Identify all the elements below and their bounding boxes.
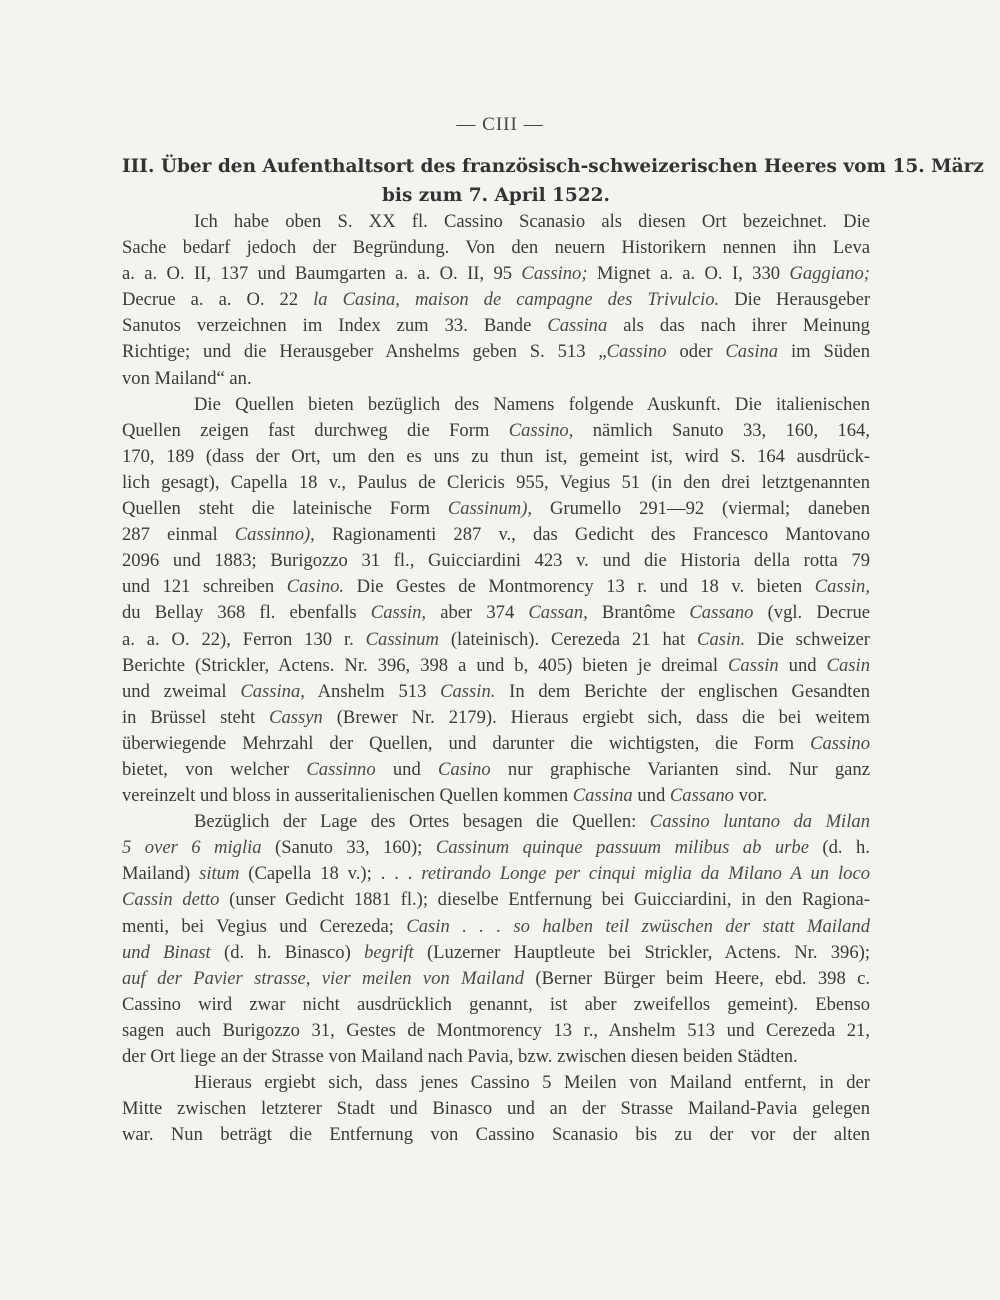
text-run: (vgl. Decrue [753, 602, 870, 624]
text-line [122, 992, 870, 1018]
italic-text: Cassino luntano da Milan [649, 811, 870, 833]
text-line [122, 366, 870, 392]
text-line [122, 627, 870, 653]
text-line [122, 757, 870, 783]
text-line [122, 705, 870, 731]
text-run: von Mailand“ an. [122, 367, 252, 389]
italic-text: auf der Pavier strasse, vier meilen von Mailand [122, 967, 525, 989]
text-line [122, 1018, 870, 1044]
text-line [122, 914, 870, 940]
italic-text: Gaggiano; [789, 263, 870, 285]
text-line [122, 339, 870, 365]
text-line [122, 574, 870, 600]
text-line [122, 1096, 870, 1122]
text-run: sagen auch Burigozzo 31, Gestes de Montmorency 13 r., Anshelm 513 und Cerezeda 21, [122, 1019, 870, 1041]
text-run: nur graphische Varianten sind. Nur ganz [490, 758, 870, 780]
text-line [122, 287, 870, 313]
text-run: 287 einmal [122, 524, 235, 546]
text-run: Die Quellen bieten bezüglich des Namens folgende Auskunft. Die italienischen [194, 393, 870, 415]
italic-text: Cassin, [814, 576, 870, 598]
italic-text: Casin [826, 654, 870, 676]
text-run: in Brüssel steht [122, 706, 270, 728]
italic-text: Cassin detto [122, 889, 220, 911]
text-line [122, 1044, 870, 1070]
text-run: 2096 und 1883; Burigozzo 31 fl., Guicciardini 423 v. und die Historia della rotta 79 [122, 550, 870, 572]
text-run: und zweimal [122, 680, 241, 702]
italic-text: Cassino [810, 732, 870, 754]
section-heading [122, 152, 984, 210]
text-run: Hieraus ergiebt sich, dass jenes Cassino 5 Meilen von Mailand entfernt, in der [194, 1072, 870, 1094]
text-line [122, 809, 870, 835]
text-line [122, 522, 870, 548]
text-run: Quellen steht die lateinische Form [122, 498, 448, 520]
text-run: und [375, 758, 438, 780]
text-line [122, 679, 870, 705]
text-line [122, 444, 870, 470]
body-text [122, 209, 870, 1148]
text-line [122, 600, 870, 626]
italic-text: Cassyn [269, 706, 323, 728]
italic-text: Cassan, [528, 602, 588, 624]
text-run: du Bellay 368 fl. ebenfalls [122, 602, 371, 624]
text-run: und [632, 785, 670, 807]
text-line [122, 861, 870, 887]
italic-text: Cassino; [521, 263, 588, 285]
italic-text: Cassinum quinque passuum milibus ab urbe [435, 837, 809, 859]
text-line [122, 470, 870, 496]
italic-text: Cassina, [240, 680, 305, 702]
text-run: nämlich Sanuto 33, 160, 164, [573, 419, 870, 441]
italic-text: Cassinum [365, 628, 439, 650]
text-run: Berichte (Strickler, Actens. Nr. 396, 398 a und b, 405) bieten je dreimal [122, 654, 729, 676]
text-run: Anshelm 513 [304, 680, 441, 702]
italic-text: Casin. [697, 628, 746, 650]
text-run: a. a. O. II, 137 und Baumgarten a. a. O. II, 95 [122, 263, 522, 285]
text-line [122, 783, 870, 809]
text-run: a. a. O. 22), Ferron 130 r. [122, 628, 366, 650]
text-run: und 121 schreiben [122, 576, 287, 598]
text-line [122, 940, 870, 966]
page-number: — CIII — [456, 114, 544, 135]
text-run: Quellen zeigen fast durchweg die Form [122, 419, 509, 441]
text-run: 170, 189 (dass der Ort, um den es uns zu thun ist, gemeint ist, wird S. 164 ausdrück- [122, 445, 870, 467]
text-run: Die Herausgeber [719, 289, 870, 311]
text-line [122, 548, 870, 574]
text-run: (d. h. Binasco) [210, 941, 365, 963]
italic-text: Casina [725, 341, 779, 363]
italic-text: und Binast [122, 941, 211, 963]
text-run: Brantôme [587, 602, 690, 624]
heading-line-2: bis zum 7. April 1522. [381, 185, 610, 206]
text-line [122, 313, 870, 339]
text-run: Mignet a. a. O. I, 330 [587, 263, 790, 285]
text-run: In dem Berichte der englischen Gesandten [495, 680, 870, 702]
text-run: bietet, von welcher [122, 758, 307, 780]
text-line [122, 496, 870, 522]
text-run: Richtige; und die Herausgeber Anshelms geben S. 513 „ [122, 341, 607, 363]
text-run: Cassino wird zwar nicht ausdrücklich genannt, ist aber zweifellos gemeint). Ebenso [122, 993, 870, 1015]
text-line [122, 835, 870, 861]
text-run: Mitte zwischen letzterer Stadt und Binasco und an der Strasse Mailand-Pavia gelegen [122, 1098, 870, 1120]
text-run: Mailand) [122, 863, 200, 885]
text-run: der Ort liege an der Strasse von Mailand nach Pavia, bzw. zwischen diesen beiden Städten. [122, 1046, 798, 1067]
italic-text: retirando Longe per cinqui miglia da Milano A un loco [421, 863, 870, 885]
text-run: Decrue a. a. O. 22 [122, 289, 314, 311]
text-run: aber 374 [426, 602, 529, 624]
italic-text: la Casina, maison de campagne des Trivulcio. [313, 289, 720, 311]
text-line [122, 731, 870, 757]
text-run: vor. [733, 785, 768, 807]
italic-text: Cassina [572, 785, 633, 807]
text-line [122, 887, 870, 913]
text-run: vereinzelt und bloss in ausseritalienischen Quellen kommen [122, 785, 573, 807]
italic-text: Cassinno [306, 758, 376, 780]
text-line [122, 1122, 870, 1148]
text-run: Die Gestes de Montmorency 13 r. und 18 v. bieten [344, 576, 815, 598]
text-run: (Luzerner Hauptleute bei Strickler, Actens. Nr. 396); [413, 941, 870, 963]
text-run: Ich habe oben S. XX fl. Cassino Scanasio als diesen Ort bezeichnet. Die [194, 211, 870, 232]
text-run: Sanutos verzeichnen im Index zum 33. Bande [122, 315, 548, 337]
text-run: Grumello 291—92 (viermal; daneben [532, 498, 870, 520]
text-run: (Berner Bürger beim Heere, ebd. 398 c. [524, 967, 870, 989]
italic-text: Cassin [728, 654, 779, 676]
italic-text: Cassino, [508, 419, 574, 441]
text-run: (Capella 18 v.); . . . [239, 863, 422, 885]
italic-text: Cassano [689, 602, 754, 624]
text-run: Bezüglich der Lage des Ortes besagen die Quellen: [194, 811, 650, 833]
italic-text: Casino [437, 758, 491, 780]
text-run: (Sanuto 33, 160); [261, 837, 436, 859]
text-line [122, 392, 870, 418]
text-run: menti, bei Vegius und Cerezeda; [122, 915, 407, 937]
italic-text: 5 over 6 miglia [122, 837, 262, 859]
italic-text: situm [199, 863, 240, 885]
italic-text: Cassino [606, 341, 667, 363]
text-run: (d. h. [808, 837, 870, 859]
heading-line-1: III. Über den Aufenthaltsort des französisch-schweizerischen Heeres vom 15. März [122, 156, 984, 177]
text-run: Die schweizer [745, 628, 870, 650]
italic-text: Cassinum), [447, 498, 533, 520]
text-line [122, 418, 870, 444]
text-run: oder [666, 341, 726, 363]
text-run: als das nach ihrer Meinung [607, 315, 870, 337]
italic-text: Cassin. [440, 680, 496, 702]
text-run: überwiegende Mehrzahl der Quellen, und darunter die wichtigsten, die Form [122, 732, 811, 754]
text-line [122, 653, 870, 679]
text-run: lich gesagt), Capella 18 v., Paulus de Clericis 955, Vegius 51 (in den drei letztgenannten [122, 471, 870, 493]
italic-text: begrift [364, 941, 414, 963]
italic-text: Casin . . . so halben teil zwüschen der statt Mailand [406, 915, 870, 937]
text-run: (Brewer Nr. 2179). Hieraus ergiebt sich, dass die bei weitem [322, 706, 870, 728]
italic-text: Cassina [547, 315, 608, 337]
text-line [122, 1070, 870, 1096]
text-run: (lateinisch). Cerezeda 21 hat [438, 628, 698, 650]
text-line [122, 209, 870, 235]
italic-text: Cassin, [370, 602, 427, 624]
italic-text: Casino. [286, 576, 345, 598]
text-line [122, 261, 870, 287]
text-run: war. Nun beträgt die Entfernung von Cassino Scanasio bis zu der vor der alten [122, 1124, 870, 1146]
text-run: Ragionamenti 287 v., das Gedicht des Francesco Mantovano [314, 524, 870, 546]
text-line [122, 235, 870, 261]
text-run: (unser Gedicht 1881 fl.); dieselbe Entfernung bei Guicciardini, in den Ragiona- [219, 889, 870, 911]
italic-text: Cassano [669, 785, 734, 807]
italic-text: Cassinno), [234, 524, 315, 546]
text-run: Sache bedarf jedoch der Begründung. Von den neuern Historikern nennen ihn Leva [122, 237, 870, 259]
text-run: im Süden [778, 341, 870, 363]
text-run: und [778, 654, 827, 676]
text-line [122, 966, 870, 992]
